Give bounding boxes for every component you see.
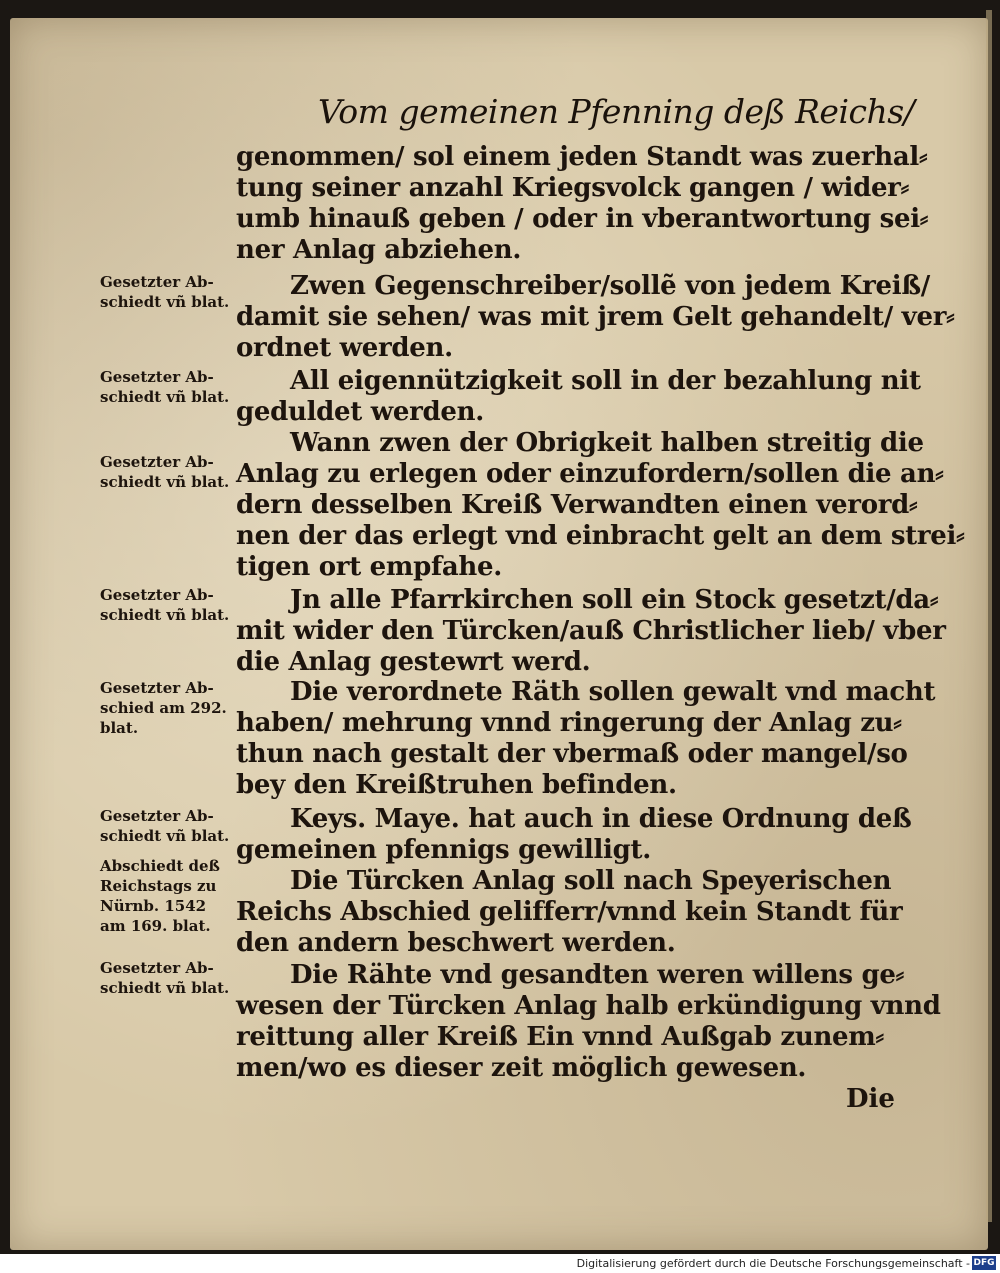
text-line: umb hinauß geben / oder in vberantwortung sei⸗ <box>236 204 929 234</box>
catchword: Die <box>846 1084 895 1114</box>
text-line: haben/ mehrung vnnd ringerung der Anlag zu⸗ <box>236 708 902 738</box>
text-line: mit wider den Türcken/auß Christlicher lieb/ vber <box>236 616 946 646</box>
running-header: Vom gemeinen Pfenning deß Reichs/ <box>318 92 915 131</box>
text-line: geduldet werden. <box>236 397 484 427</box>
margin-note: Gesetzter Ab- schiedt vñ blat. <box>100 586 230 624</box>
margin-note: Abschiedt deß Reichstags zu Nürnb. 1542 am 169. blat. <box>100 857 220 935</box>
text-line: reittung aller Kreiß Ein vnnd Außgab zunem⸗ <box>236 1022 884 1052</box>
margin-note: Gesetzter Ab- schied am 292. blat. <box>100 679 227 737</box>
margin-note: Gesetzter Ab- schiedt vñ blat. <box>100 453 230 491</box>
text-line: Die Türcken Anlag soll nach Speyerischen <box>290 866 892 896</box>
text-line: gemeinen pfennigs gewilligt. <box>236 835 651 865</box>
text-line: Zwen Gegenschreiber/sollẽ von jedem Kreiß/ <box>290 271 930 301</box>
dfg-logo[interactable]: DFG <box>973 1258 995 1268</box>
text-line: All eigennützigkeit soll in der bezahlung nit <box>290 366 921 396</box>
text-line: nen der das erlegt vnd einbracht gelt an dem strei⸗ <box>236 521 965 551</box>
text-line: damit sie sehen/ was mit jrem Gelt gehandelt/ ver⸗ <box>236 302 955 332</box>
footer-credit: Digitalisierung gefördert durch die Deutsche Forschungsgemeinschaft - <box>576 1257 970 1270</box>
text-line: Jn alle Pfarrkirchen soll ein Stock gesetzt/da⸗ <box>290 585 939 615</box>
text-line: bey den Kreißtruhen befinden. <box>236 770 677 800</box>
text-line: ner Anlag abziehen. <box>236 235 522 265</box>
text-line: Wann zwen der Obrigkeit halben streitig die <box>290 428 924 458</box>
text-line: die Anlag gestewrt werd. <box>236 647 591 677</box>
margin-note: Gesetzter Ab- schiedt vñ blat. <box>100 959 230 997</box>
text-line: dern desselben Kreiß Verwandten einen verord⸗ <box>236 490 918 520</box>
margin-note: Gesetzter Ab- schiedt vñ blat. <box>100 368 230 406</box>
text-line: Keys. Maye. hat auch in diese Ordnung deß <box>290 804 912 834</box>
page-edge <box>986 10 992 1222</box>
text-line: Die verordnete Räth sollen gewalt vnd macht <box>290 677 936 707</box>
text-line: thun nach gestalt der vbermaß oder mangel/so <box>236 739 908 769</box>
margin-note: Gesetzter Ab- schiedt vñ blat. <box>100 807 230 845</box>
text-line: wesen der Türcken Anlag halb erkündigung vnnd <box>236 991 941 1021</box>
text-line: Die Rähte vnd gesandten weren willens ge⸗ <box>290 960 904 990</box>
text-line: genommen/ sol einem jeden Standt was zuerhal⸗ <box>236 142 928 172</box>
text-line: tung seiner anzahl Kriegsvolck gangen / wider⸗ <box>236 173 909 203</box>
text-line: Reichs Abschied gelifferr/vnnd kein Standt für <box>236 897 903 927</box>
text-line: men/wo es dieser zeit möglich gewesen. <box>236 1053 807 1083</box>
text-line: Anlag zu erlegen oder einzufordern/sollen die an⸗ <box>236 459 944 489</box>
text-line: ordnet werden. <box>236 333 453 363</box>
text-line: tigen ort empfahe. <box>236 552 503 582</box>
text-line: den andern beschwert werden. <box>236 928 676 958</box>
margin-note: Gesetzter Ab- schiedt vñ blat. <box>100 273 230 311</box>
